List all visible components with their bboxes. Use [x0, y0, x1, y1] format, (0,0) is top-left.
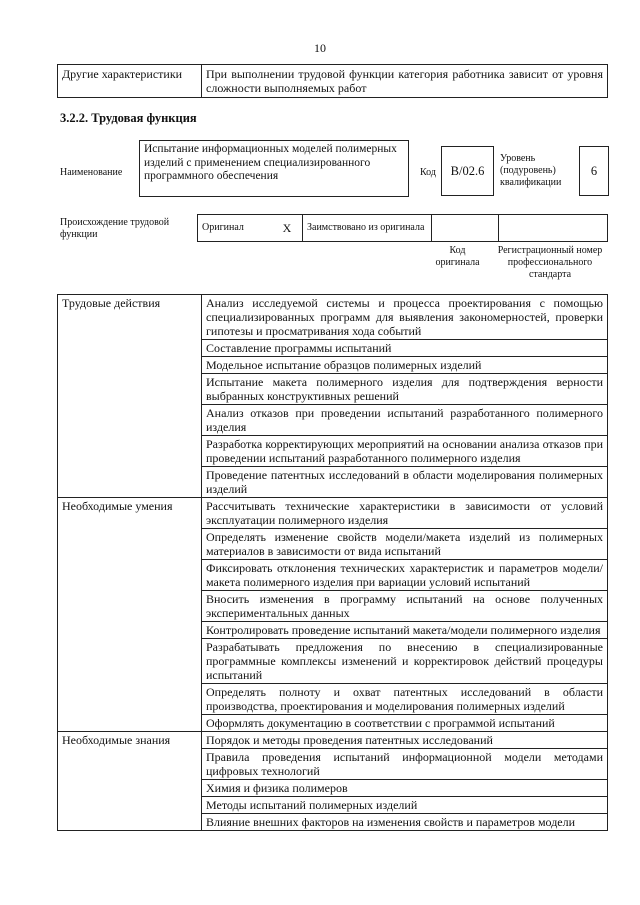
requirement-item: Химия и физика полимеров — [202, 780, 608, 797]
requirement-item: Фиксировать отклонения технических характеристик и параметров модели/макета полимерного изделия при вариации условий испытаний — [202, 560, 608, 591]
registration-number-caption: Регистрационный номер профессионального стандарта — [497, 245, 603, 280]
requirement-item: Модельное испытание образцов полимерных изделий — [202, 357, 608, 374]
level-label: Уровень (подуровень) квалификации — [500, 153, 562, 188]
function-name: Испытание информационных моделей полимерных изделий с применением специализированного программного обеспечения — [139, 140, 409, 197]
table-row — [58, 780, 608, 797]
requirement-item: Анализ отказов при проведении испытаний разработанного полимерного изделия — [202, 405, 608, 436]
borrowed-label: Заимствовано из оригинала — [303, 215, 432, 242]
name-label: Наименование — [60, 167, 123, 178]
table-row — [58, 560, 608, 591]
page-number: 10 — [314, 41, 326, 55]
origin-table — [197, 214, 608, 242]
function-code: B/02.6 — [441, 146, 494, 196]
category-cell — [58, 622, 202, 639]
category-cell — [58, 529, 202, 560]
table-row — [58, 715, 608, 732]
requirement-item: Правила проведения испытаний информационной модели методами цифровых технологий — [202, 749, 608, 780]
table-row — [198, 215, 608, 242]
category-label: Необходимые знания — [58, 732, 202, 749]
table-row — [58, 529, 608, 560]
category-cell — [58, 340, 202, 357]
category-cell — [58, 684, 202, 715]
requirement-item: Оформлять документацию в соответствии с программой испытаний — [202, 715, 608, 732]
requirement-item: Вносить изменения в программу испытаний на основе полученных экспериментальных данных — [202, 591, 608, 622]
table-row — [58, 684, 608, 715]
category-cell — [58, 436, 202, 467]
table-row — [58, 357, 608, 374]
requirement-item: Анализ исследуемой системы и процесса проектирования с помощью специализированных программ для выявления закономерностей, проверки гипотезы и просматривания хода событий — [202, 295, 608, 340]
table-row — [58, 340, 608, 357]
original-label: Оригинал — [198, 215, 273, 242]
table-row — [58, 797, 608, 814]
table-row — [58, 814, 608, 831]
original-code-cell — [432, 215, 499, 242]
table-row — [58, 295, 608, 340]
table-row — [58, 405, 608, 436]
requirement-item: Определять изменение свойств модели/макета изделий из полимерных материалов в зависимости от вида испытаний — [202, 529, 608, 560]
category-cell — [58, 560, 202, 591]
section-title: 3.2.2. Трудовая функция — [60, 111, 197, 125]
requirement-item: Испытание макета полимерного изделия для подтверждения верности выбранных конструктивных решений — [202, 374, 608, 405]
category-label: Трудовые действия — [58, 295, 202, 340]
category-cell — [58, 715, 202, 732]
requirement-item: Разработка корректирующих мероприятий на основании анализа отказов при проведении испытаний разработанного полимерного изделия — [202, 436, 608, 467]
table-row — [58, 732, 608, 749]
requirement-item: Разрабатывать предложения по внесению в специализированные программные комплексы изменений и корректировок действий процедуры испытаний — [202, 639, 608, 684]
table-row — [58, 639, 608, 684]
category-cell — [58, 797, 202, 814]
function-details-table — [57, 294, 608, 831]
table-row — [58, 591, 608, 622]
requirement-item: Рассчитывать технические характеристики в зависимости от условий эксплуатации полимерного изделия — [202, 498, 608, 529]
table-row — [58, 374, 608, 405]
category-cell — [58, 374, 202, 405]
table-row — [58, 622, 608, 639]
original-mark: X — [272, 215, 303, 242]
category-label: Необходимые умения — [58, 498, 202, 529]
category-cell — [58, 591, 202, 622]
category-cell — [58, 749, 202, 780]
requirement-item: Методы испытаний полимерных изделий — [202, 797, 608, 814]
requirement-item: Порядок и методы проведения патентных исследований — [202, 732, 608, 749]
table-row — [58, 749, 608, 780]
requirement-item: Проведение патентных исследований в области моделирования полимерных изделий — [202, 467, 608, 498]
table-row — [58, 498, 608, 529]
registration-number-cell — [499, 215, 608, 242]
category-cell — [58, 405, 202, 436]
category-cell — [58, 780, 202, 797]
requirement-item: Составление программы испытаний — [202, 340, 608, 357]
code-label: Код — [420, 167, 436, 178]
other-characteristics-label: Другие характеристики — [58, 65, 202, 98]
requirement-item: Контролировать проведение испытаний макета/модели полимерного изделия — [202, 622, 608, 639]
qualification-level: 6 — [579, 146, 609, 196]
other-characteristics-table — [57, 64, 608, 98]
other-characteristics-text: При выполнении трудовой функции категория работника зависит от уровня сложности выполняемых работ — [202, 65, 608, 98]
table-row — [58, 436, 608, 467]
category-cell — [58, 467, 202, 498]
requirement-item: Влияние внешних факторов на изменения свойств и параметров модели — [202, 814, 608, 831]
table-row — [58, 65, 608, 98]
category-cell — [58, 639, 202, 684]
category-cell — [58, 357, 202, 374]
category-cell — [58, 814, 202, 831]
requirement-item: Определять полноту и охват патентных исследований в области производства, проектирования и моделирования полимерных изделий — [202, 684, 608, 715]
original-code-caption: Код оригинала — [435, 245, 480, 268]
table-row — [58, 467, 608, 498]
origin-label: Происхождение трудовой функции — [60, 217, 170, 240]
